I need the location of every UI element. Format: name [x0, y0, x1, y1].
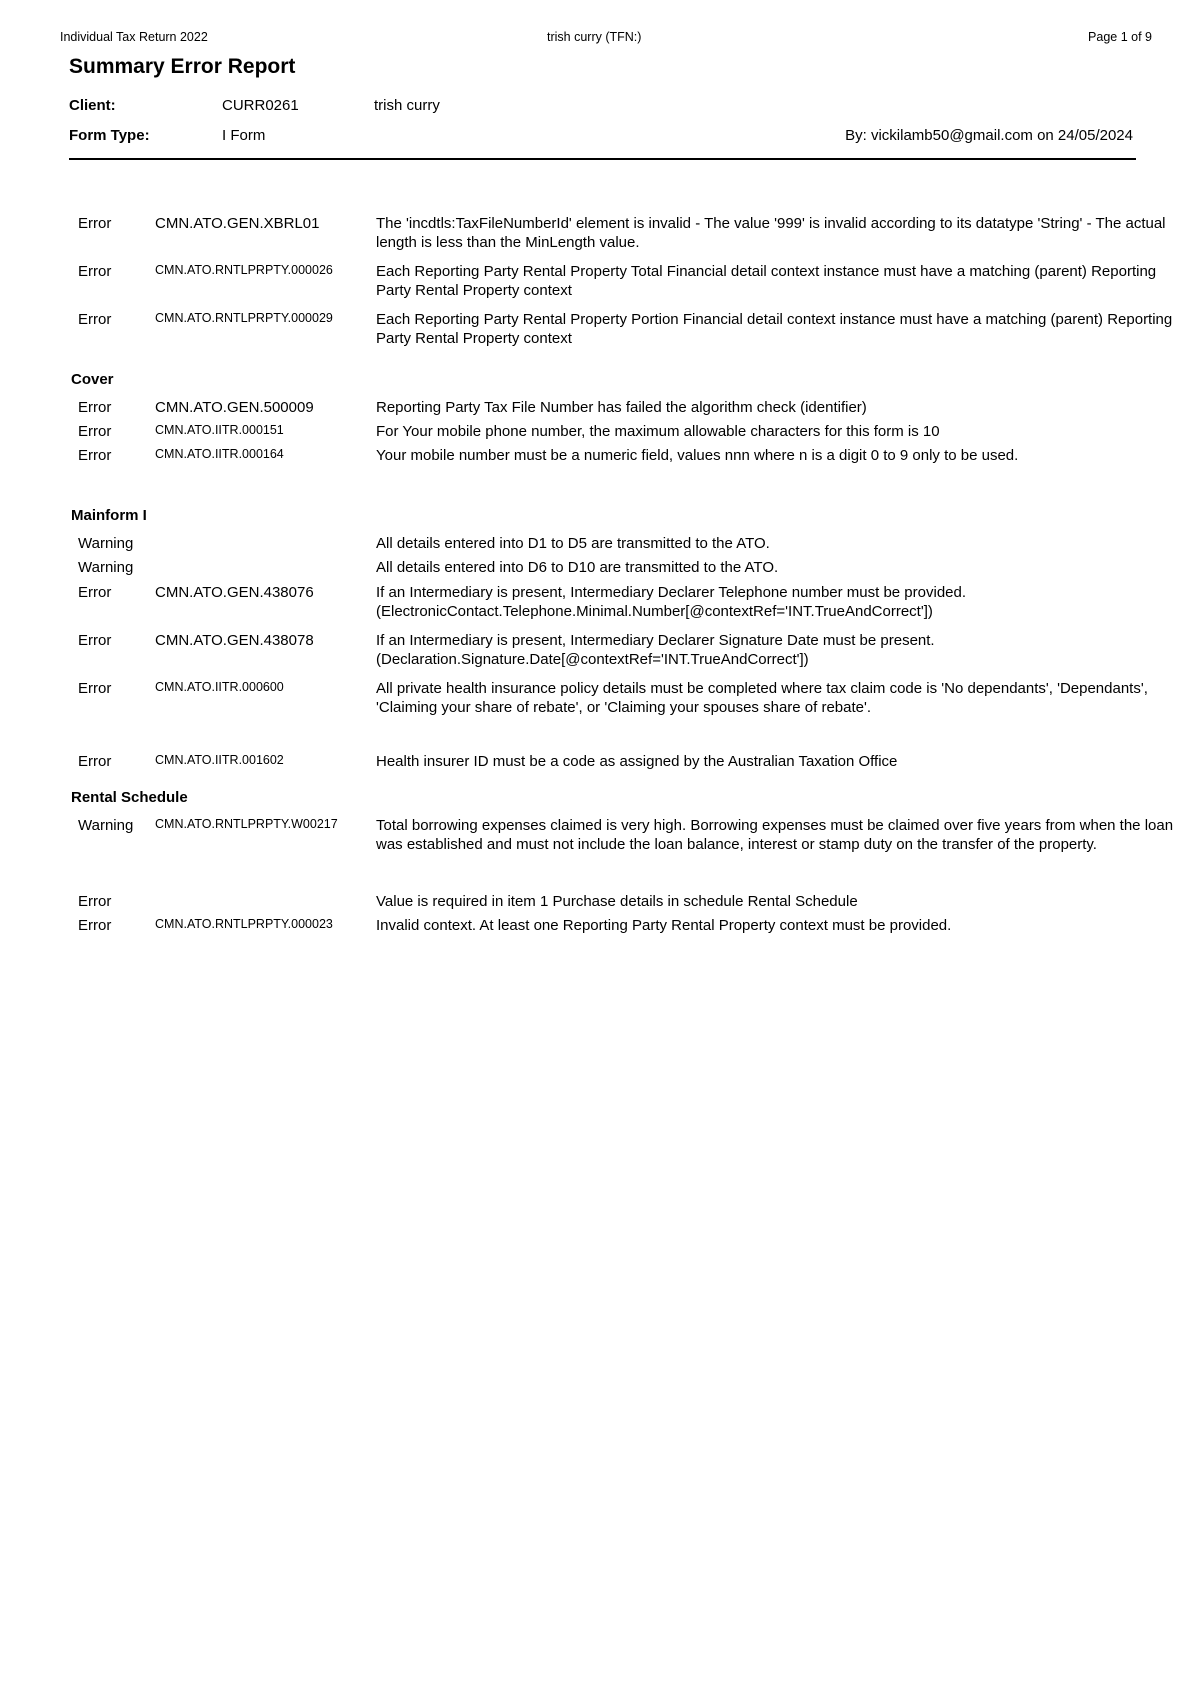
- error-message: If an Intermediary is present, Intermediary Declarer Signature Date must be present. (Declaration.Signature.Date[@contextRef='INT.TrueAndCorrect']): [376, 632, 935, 668]
- error-message: The 'incdtls:TaxFileNumberId' element is invalid - The value '999' is invalid according to its datatype 'String' - The actual length is less than the MinLength value.: [376, 215, 1166, 251]
- error-code: CMN.ATO.GEN.XBRL01: [155, 215, 320, 232]
- taxpayer-name: trish curry (TFN:): [547, 30, 642, 44]
- error-message: Each Reporting Party Rental Property Total Financial detail context instance must have a matching (parent) Reporting Party Rental Property context: [376, 263, 1157, 299]
- page-header: [60, 30, 1152, 48]
- severity: Error: [78, 584, 112, 601]
- severity: Error: [78, 311, 112, 328]
- error-message: Invalid context. At least one Reporting Party Rental Property context must be provided.: [376, 917, 952, 934]
- error-message: For Your mobile phone number, the maximum allowable characters for this form is 10: [376, 423, 940, 440]
- severity: Error: [78, 447, 112, 464]
- error-message: If an Intermediary is present, Intermediary Declarer Telephone number must be provided. (ElectronicContact.Telephone.Minimal.Number[@contextRef='INT.TrueAndCorrect']): [376, 584, 967, 620]
- client-row: [69, 97, 1133, 117]
- severity: Error: [78, 917, 112, 934]
- prepared-by: By: vickilamb50@gmail.com on 24/05/2024: [845, 127, 1133, 144]
- client-label: Client:: [69, 97, 116, 114]
- form-type-label: Form Type:: [69, 127, 150, 144]
- section-title-rental: Rental Schedule: [71, 789, 188, 806]
- error-code: CMN.ATO.RNTLPRPTY.000026: [155, 263, 333, 277]
- severity: Error: [78, 753, 112, 770]
- error-code: CMN.ATO.IITR.000600: [155, 680, 284, 694]
- client-name: trish curry: [374, 97, 440, 114]
- error-message: Total borrowing expenses claimed is very high. Borrowing expenses must be claimed over five years from when the loan was established and must not include the loan balance, interest or stamp duty on the transfer of the property.: [376, 817, 1174, 853]
- severity: Error: [78, 632, 112, 649]
- severity: Error: [78, 893, 112, 910]
- header-divider: [69, 158, 1136, 160]
- section-title-cover: Cover: [71, 371, 114, 388]
- error-message: All details entered into D1 to D5 are transmitted to the ATO.: [376, 535, 770, 552]
- page-number: Page 1 of 9: [1088, 30, 1152, 44]
- return-title: Individual Tax Return 2022: [60, 30, 208, 44]
- error-message: Each Reporting Party Rental Property Portion Financial detail context instance must have a matching (parent) Reporting Party Rental Property context: [376, 311, 1173, 347]
- error-code: CMN.ATO.GEN.500009: [155, 399, 314, 416]
- error-code: CMN.ATO.RNTLPRPTY.W00217: [155, 817, 338, 831]
- client-code: CURR0261: [222, 97, 299, 114]
- error-message: All private health insurance policy details must be completed where tax claim code is 'No dependants', 'Dependants', 'Claiming your share of rebate', or 'Claiming your spouses share of rebate'.: [376, 680, 1148, 716]
- error-message: Your mobile number must be a numeric field, values nnn where n is a digit 0 to 9 only to be used.: [376, 447, 1019, 464]
- form-type-row: [69, 127, 1133, 147]
- severity: Error: [78, 263, 112, 280]
- severity: Error: [78, 399, 112, 416]
- severity: Warning: [78, 559, 134, 576]
- error-message: Health insurer ID must be a code as assigned by the Australian Taxation Office: [376, 753, 898, 770]
- severity: Warning: [78, 535, 134, 552]
- error-message: Value is required in item 1 Purchase details in schedule Rental Schedule: [376, 893, 858, 910]
- error-code: CMN.ATO.IITR.001602: [155, 753, 284, 767]
- error-code: CMN.ATO.RNTLPRPTY.000029: [155, 311, 333, 325]
- error-code: CMN.ATO.GEN.438076: [155, 584, 314, 601]
- severity: Warning: [78, 817, 134, 834]
- page-title: Summary Error Report: [69, 55, 296, 78]
- error-code: CMN.ATO.GEN.438078: [155, 632, 314, 649]
- severity: Error: [78, 680, 112, 697]
- form-type-value: I Form: [222, 127, 266, 144]
- error-code: CMN.ATO.IITR.000164: [155, 447, 284, 461]
- error-message: All details entered into D6 to D10 are transmitted to the ATO.: [376, 559, 779, 576]
- severity: Error: [78, 215, 112, 232]
- error-message: Reporting Party Tax File Number has failed the algorithm check (identifier): [376, 399, 867, 416]
- severity: Error: [78, 423, 112, 440]
- section-title-mainform: Mainform I: [71, 507, 147, 524]
- error-code: CMN.ATO.IITR.000151: [155, 423, 284, 437]
- error-code: CMN.ATO.RNTLPRPTY.000023: [155, 917, 333, 931]
